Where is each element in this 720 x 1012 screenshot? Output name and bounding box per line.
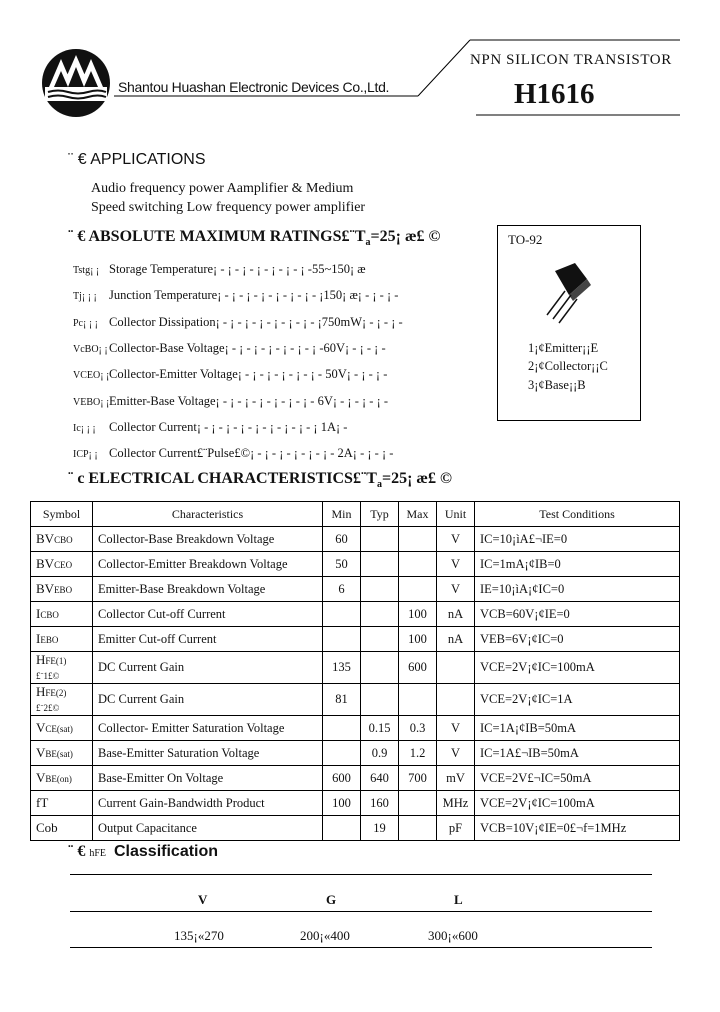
cell-characteristic: DC Current Gain bbox=[93, 652, 323, 684]
header-characteristics: Characteristics bbox=[93, 502, 323, 527]
cell-max: 100 bbox=[399, 627, 437, 652]
cell-characteristic: Collector Cut-off Current bbox=[93, 602, 323, 627]
rating-row bbox=[73, 394, 388, 409]
header-symbol: Symbol bbox=[31, 502, 93, 527]
range-l: 300¡«600 bbox=[428, 928, 478, 943]
rating-text: Collector-Emitter Voltage¡ - ¡ - ¡ - ¡ - ¡ - ¡ - 50V¡ - ¡ - ¡ - bbox=[109, 367, 388, 381]
cell-unit: nA bbox=[437, 602, 475, 627]
cell-typ bbox=[361, 552, 399, 577]
header-unit: Unit bbox=[437, 502, 475, 527]
cell-unit: V bbox=[437, 577, 475, 602]
cell-typ bbox=[361, 627, 399, 652]
symbol-sub: CBO bbox=[54, 535, 73, 545]
cell-typ: 0.9 bbox=[361, 741, 399, 766]
electrical-title-end: =25¡ æ£ © bbox=[381, 470, 452, 487]
cell-unit: V bbox=[437, 552, 475, 577]
cell-typ bbox=[361, 577, 399, 602]
cell-symbol bbox=[31, 716, 93, 741]
cell-characteristic: Current Gain-Bandwidth Product bbox=[93, 791, 323, 816]
classification-mid-rule bbox=[70, 911, 652, 912]
header-max: Max bbox=[399, 502, 437, 527]
grade-v: V bbox=[198, 892, 208, 907]
cell-characteristic: Collector-Emitter Breakdown Voltage bbox=[93, 552, 323, 577]
symbol-sub: BE(on) bbox=[45, 774, 72, 784]
cell-test-condition: VCE=2V¡¢IC=100mA bbox=[475, 652, 680, 684]
electrical-characteristics-table bbox=[30, 501, 680, 841]
symbol-main: H bbox=[36, 652, 46, 667]
cell-symbol bbox=[31, 627, 93, 652]
table-row bbox=[31, 652, 680, 684]
cell-min bbox=[323, 716, 361, 741]
cell-unit: mV bbox=[437, 766, 475, 791]
pin-2: 2¡¢Collector¡¡C bbox=[528, 359, 608, 373]
classification-top-rule bbox=[70, 874, 652, 875]
rating-symbol: Pc¡ ¡ ¡ bbox=[73, 318, 98, 329]
table-row bbox=[31, 741, 680, 766]
rating-text: Collector Current£¨Pulse£©¡ - ¡ - ¡ - ¡ - ¡ - ¡ - 2A¡ - ¡ - ¡ - bbox=[109, 446, 394, 460]
cell-typ: 640 bbox=[361, 766, 399, 791]
rating-text: Collector Current¡ - ¡ - ¡ - ¡ - ¡ - ¡ - ¡ - ¡ - ¡ 1A¡ - bbox=[109, 420, 348, 434]
cell-symbol bbox=[31, 816, 93, 841]
cell-symbol bbox=[31, 766, 93, 791]
cell-unit bbox=[437, 652, 475, 684]
header-test-conditions: Test Conditions bbox=[475, 502, 680, 527]
cell-max: 600 bbox=[399, 652, 437, 684]
cell-test-condition: VCE=2V£¬IC=50mA bbox=[475, 766, 680, 791]
symbol-sub: CEO bbox=[54, 560, 73, 570]
cell-min: 60 bbox=[323, 527, 361, 552]
cell-test-condition: IE=10¡ìA¡¢IC=0 bbox=[475, 577, 680, 602]
rating-symbol: VCEO¡ ¡ bbox=[73, 370, 110, 381]
symbol-main: BV bbox=[36, 531, 55, 546]
cell-symbol bbox=[31, 684, 93, 716]
table-row bbox=[31, 816, 680, 841]
classification-bottom-rule bbox=[70, 947, 652, 948]
cell-unit bbox=[437, 684, 475, 716]
grade-g: G bbox=[326, 892, 337, 907]
absolute-title-text: ¨ € ABSOLUTE MAXIMUM RATINGS£¨T bbox=[68, 228, 366, 245]
cell-characteristic: Output Capacitance bbox=[93, 816, 323, 841]
range-v: 135¡«270 bbox=[174, 928, 224, 943]
classification-title-text: Classification bbox=[114, 843, 219, 860]
symbol-main: fT bbox=[36, 795, 49, 810]
table-row bbox=[31, 791, 680, 816]
rating-text: Junction Temperature¡ - ¡ - ¡ - ¡ - ¡ - ¡ - ¡ - ¡150¡ æ¡ - ¡ - ¡ - bbox=[109, 288, 399, 302]
rating-symbol: Ic¡ ¡ ¡ bbox=[73, 423, 96, 434]
cell-test-condition: IC=10¡ìA£¬IE=0 bbox=[475, 527, 680, 552]
pin-3: 3¡¢Base¡¡B bbox=[528, 378, 586, 392]
range-g: 200¡«400 bbox=[300, 928, 350, 943]
symbol-main: BV bbox=[36, 581, 55, 596]
cell-symbol bbox=[31, 741, 93, 766]
cell-min: 135 bbox=[323, 652, 361, 684]
rating-row bbox=[73, 446, 393, 461]
header-min: Min bbox=[323, 502, 361, 527]
symbol-main: H bbox=[36, 684, 46, 699]
cell-max: 0.3 bbox=[399, 716, 437, 741]
cell-max: 100 bbox=[399, 602, 437, 627]
cell-test-condition: IC=1mA¡¢IB=0 bbox=[475, 552, 680, 577]
cell-min: 50 bbox=[323, 552, 361, 577]
cell-max bbox=[399, 552, 437, 577]
cell-max bbox=[399, 684, 437, 716]
symbol-sub: EBO bbox=[40, 635, 59, 645]
cell-min: 6 bbox=[323, 577, 361, 602]
table-row bbox=[31, 684, 680, 716]
symbol-sub: CBO bbox=[40, 610, 59, 620]
cell-max bbox=[399, 527, 437, 552]
table-header-row bbox=[31, 502, 680, 527]
rating-row bbox=[73, 367, 387, 382]
table-row bbox=[31, 627, 680, 652]
cell-min bbox=[323, 741, 361, 766]
table-row bbox=[31, 716, 680, 741]
cell-symbol bbox=[31, 602, 93, 627]
symbol-main: V bbox=[36, 770, 46, 785]
electrical-title-sub: a bbox=[376, 479, 382, 491]
cell-typ bbox=[361, 602, 399, 627]
cell-symbol bbox=[31, 552, 93, 577]
cell-typ bbox=[361, 527, 399, 552]
table-row bbox=[31, 552, 680, 577]
cell-test-condition: IC=1A¡¢IB=50mA bbox=[475, 716, 680, 741]
symbol-main: I bbox=[36, 606, 41, 621]
symbol-main: I bbox=[36, 631, 41, 646]
rating-row bbox=[73, 288, 398, 303]
rating-symbol: VEBO¡ ¡ bbox=[73, 397, 110, 408]
cell-test-condition: VCE=2V¡¢IC=1A bbox=[475, 684, 680, 716]
cell-unit: V bbox=[437, 741, 475, 766]
electrical-title-text: ¨ c ELECTRICAL CHARACTERISTICS£¨T bbox=[68, 470, 377, 487]
cell-test-condition: IC=1A£¬IB=50mA bbox=[475, 741, 680, 766]
classification-symbol: hFE bbox=[89, 848, 106, 859]
cell-max: 700 bbox=[399, 766, 437, 791]
cell-characteristic: Emitter Cut-off Current bbox=[93, 627, 323, 652]
classification-prefix: ¨ € bbox=[68, 843, 90, 860]
absolute-title-sub: a bbox=[365, 237, 371, 249]
rating-row bbox=[73, 341, 386, 356]
table-row bbox=[31, 766, 680, 791]
table-row bbox=[31, 602, 680, 627]
cell-unit: nA bbox=[437, 627, 475, 652]
electrical-title bbox=[68, 470, 452, 490]
cell-symbol bbox=[31, 577, 93, 602]
symbol-main: BV bbox=[36, 556, 55, 571]
symbol-sub: FE(1)£¨1£© bbox=[36, 656, 67, 681]
cell-typ: 0.15 bbox=[361, 716, 399, 741]
package-name: TO-92 bbox=[508, 232, 543, 247]
cell-unit: MHz bbox=[437, 791, 475, 816]
application-line-2: Speed switching Low frequency power amplifier bbox=[91, 200, 366, 215]
rating-text: Emitter-Base Voltage¡ - ¡ - ¡ - ¡ - ¡ - ¡ - ¡ - 6V¡ - ¡ - ¡ - ¡ - bbox=[109, 394, 389, 408]
header-typ: Typ bbox=[361, 502, 399, 527]
rating-symbol: ICP¡ ¡ bbox=[73, 449, 98, 460]
symbol-main: V bbox=[36, 745, 46, 760]
cell-typ bbox=[361, 684, 399, 716]
rating-symbol: Tstg¡ ¡ bbox=[73, 265, 100, 276]
symbol-main: Cob bbox=[36, 820, 58, 835]
cell-characteristic: Base-Emitter On Voltage bbox=[93, 766, 323, 791]
rating-symbol: VcBO¡ ¡ bbox=[73, 344, 108, 355]
cell-unit: V bbox=[437, 527, 475, 552]
cell-min bbox=[323, 602, 361, 627]
table-row bbox=[31, 577, 680, 602]
applications-title: ¨ € APPLICATIONS bbox=[68, 151, 206, 168]
cell-characteristic: Collector-Base Breakdown Voltage bbox=[93, 527, 323, 552]
cell-characteristic: Base-Emitter Saturation Voltage bbox=[93, 741, 323, 766]
cell-characteristic: DC Current Gain bbox=[93, 684, 323, 716]
cell-test-condition: VCB=10V¡¢IE=0£¬f=1MHz bbox=[475, 816, 680, 841]
cell-symbol bbox=[31, 791, 93, 816]
cell-unit: V bbox=[437, 716, 475, 741]
cell-characteristic: Collector- Emitter Saturation Voltage bbox=[93, 716, 323, 741]
cell-typ: 160 bbox=[361, 791, 399, 816]
rating-text: Storage Temperature¡ - ¡ - ¡ - ¡ - ¡ - ¡ - ¡ -55~150¡ æ bbox=[109, 262, 366, 276]
transistor-icon bbox=[535, 255, 605, 325]
cell-typ: 19 bbox=[361, 816, 399, 841]
symbol-sub: EBO bbox=[54, 585, 73, 595]
cell-test-condition: VCE=2V¡¢IC=100mA bbox=[475, 791, 680, 816]
cell-min bbox=[323, 627, 361, 652]
company-name: Shantou Huashan Electronic Devices Co.,Ltd. bbox=[118, 79, 390, 95]
device-type: NPN SILICON TRANSISTOR bbox=[470, 52, 672, 68]
cell-typ bbox=[361, 652, 399, 684]
rating-row bbox=[73, 262, 366, 277]
table-row bbox=[31, 527, 680, 552]
classification-title bbox=[68, 843, 218, 861]
cell-max bbox=[399, 577, 437, 602]
cell-unit: pF bbox=[437, 816, 475, 841]
cell-min: 100 bbox=[323, 791, 361, 816]
grade-l: L bbox=[454, 892, 463, 907]
symbol-sub: BE(sat) bbox=[45, 749, 73, 759]
pin-1: 1¡¢Emitter¡¡E bbox=[528, 341, 599, 355]
cell-test-condition: VCB=60V¡¢IE=0 bbox=[475, 602, 680, 627]
rating-text: Collector Dissipation¡ - ¡ - ¡ - ¡ - ¡ - ¡ - ¡ - ¡750mW¡ - ¡ - ¡ - bbox=[109, 315, 403, 329]
cell-min: 600 bbox=[323, 766, 361, 791]
application-line-1: Audio frequency power Aamplifier & Medium bbox=[91, 181, 354, 196]
symbol-main: V bbox=[36, 720, 46, 735]
cell-max bbox=[399, 791, 437, 816]
rating-symbol: Tj¡ ¡ ¡ bbox=[73, 291, 97, 302]
absolute-title-end: =25¡ æ£ © bbox=[370, 228, 441, 245]
rating-row bbox=[73, 420, 347, 435]
rating-row bbox=[73, 315, 403, 330]
cell-min bbox=[323, 816, 361, 841]
symbol-sub: CE(sat) bbox=[45, 724, 73, 734]
cell-symbol bbox=[31, 652, 93, 684]
cell-characteristic: Emitter-Base Breakdown Voltage bbox=[93, 577, 323, 602]
part-number: H1616 bbox=[514, 78, 595, 110]
cell-max bbox=[399, 816, 437, 841]
cell-symbol bbox=[31, 527, 93, 552]
cell-min: 81 bbox=[323, 684, 361, 716]
absolute-max-title bbox=[68, 228, 440, 248]
symbol-sub: FE(2)£¨2£© bbox=[36, 688, 67, 713]
cell-test-condition: VEB=6V¡¢IC=0 bbox=[475, 627, 680, 652]
rating-text: Collector-Base Voltage¡ - ¡ - ¡ - ¡ - ¡ - ¡ - ¡ -60V¡ - ¡ - ¡ - bbox=[109, 341, 386, 355]
cell-max: 1.2 bbox=[399, 741, 437, 766]
